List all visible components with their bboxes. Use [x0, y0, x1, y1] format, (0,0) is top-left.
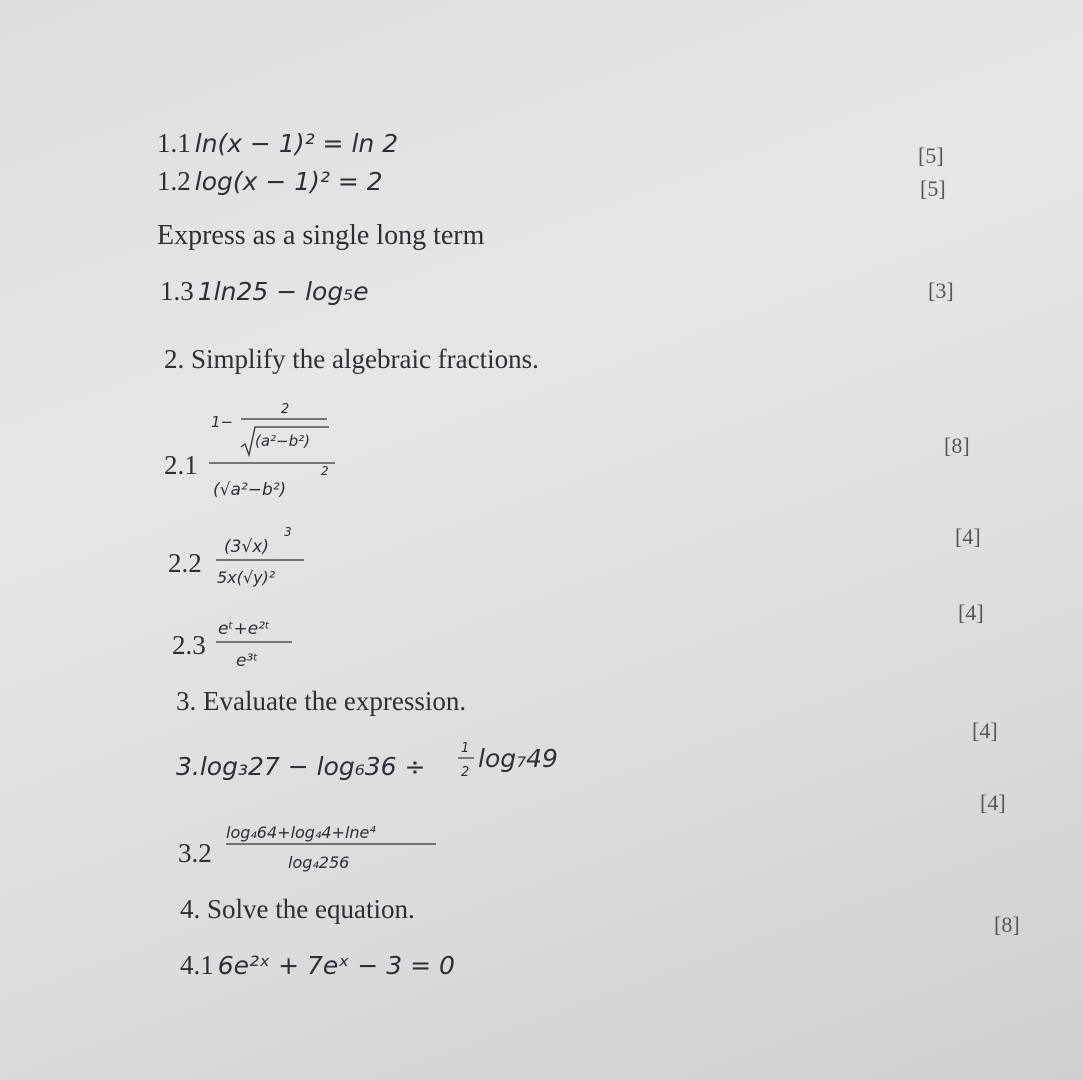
q1-1-expression: ln(x − 1)² = ln 2 — [194, 129, 399, 158]
q2-3-number: 2.3 — [172, 630, 206, 660]
q4-1-expression: 6e²ˣ + 7eˣ − 3 = 0 — [217, 951, 455, 980]
q1-1-marks: [5] — [918, 143, 944, 168]
q2-3-fraction — [212, 604, 312, 676]
q3-2-denominator: log₄256 — [288, 853, 350, 872]
q2-1-top-prefix: 1− — [211, 413, 234, 431]
q1-3-line — [160, 276, 369, 307]
q2-2-numerator: (3√x) — [224, 537, 269, 557]
q2-1-denominator-exponent: 2 — [321, 464, 329, 478]
q2-1-fraction — [205, 395, 345, 510]
q3-1-half-fraction — [456, 738, 478, 784]
q4-heading: 4. Solve the equation. — [180, 894, 415, 924]
q3-1-half-denominator: 2 — [461, 765, 470, 780]
q2-1-radicand: (a²−b²) — [255, 432, 311, 450]
q2-1-denominator: (√a²−b²) — [213, 480, 287, 500]
q2-3-numerator: eᵗ+e²ᵗ — [218, 619, 271, 639]
q2-2-numerator-exponent: 3 — [284, 525, 292, 539]
q2-2-marks: [4] — [955, 524, 981, 549]
q4-1-marks: [8] — [994, 912, 1020, 937]
q3-2-number: 3.2 — [178, 838, 212, 868]
q3-2-numerator: log₄64+log₄4+lne⁴ — [226, 823, 376, 842]
q1-3-marks: [3] — [928, 278, 954, 303]
q1-2-number: 1.2 — [157, 166, 191, 196]
q3-1-line — [176, 752, 425, 781]
q1-3-expression: 1ln25 − log₅e — [197, 277, 369, 306]
q1-2-line — [157, 166, 383, 197]
q2-2-fraction — [212, 520, 322, 592]
q4-1-number: 4.1 — [180, 950, 214, 980]
q3-1-marks: [4] — [972, 718, 998, 743]
q2-1-number: 2.1 — [164, 450, 198, 480]
q1-2-expression: log(x − 1)² = 2 — [194, 167, 383, 196]
q3-1-expression: 3.log₃27 − log₆36 ÷ — [176, 752, 426, 781]
q1-instruction: Express as a single long term — [157, 220, 485, 251]
q2-3-marks: [4] — [958, 600, 984, 625]
q3-heading: 3. Evaluate the expression. — [176, 686, 467, 716]
q1-2-marks: [5] — [920, 176, 946, 201]
q4-1-line — [180, 950, 455, 981]
q2-2-denominator: 5x(√y)² — [217, 568, 276, 587]
q3-2-marks: [4] — [980, 790, 1006, 815]
q3-2-fraction — [222, 810, 452, 880]
q2-3-denominator: e³ᵗ — [236, 651, 259, 671]
q2-heading: 2. Simplify the algebraic fractions. — [164, 344, 539, 374]
q3-1-tail — [478, 744, 558, 773]
q3-1-expression-tail: log₇49 — [478, 744, 558, 773]
q1-1-number: 1.1 — [157, 128, 191, 158]
q2-1-marks: [8] — [944, 433, 970, 458]
q2-2-number: 2.2 — [168, 548, 202, 578]
q1-3-number: 1.3 — [160, 276, 194, 306]
q2-1-top-numerator: 2 — [281, 402, 290, 417]
q3-1-half-numerator: 1 — [461, 741, 470, 756]
q1-1-line — [157, 128, 398, 159]
